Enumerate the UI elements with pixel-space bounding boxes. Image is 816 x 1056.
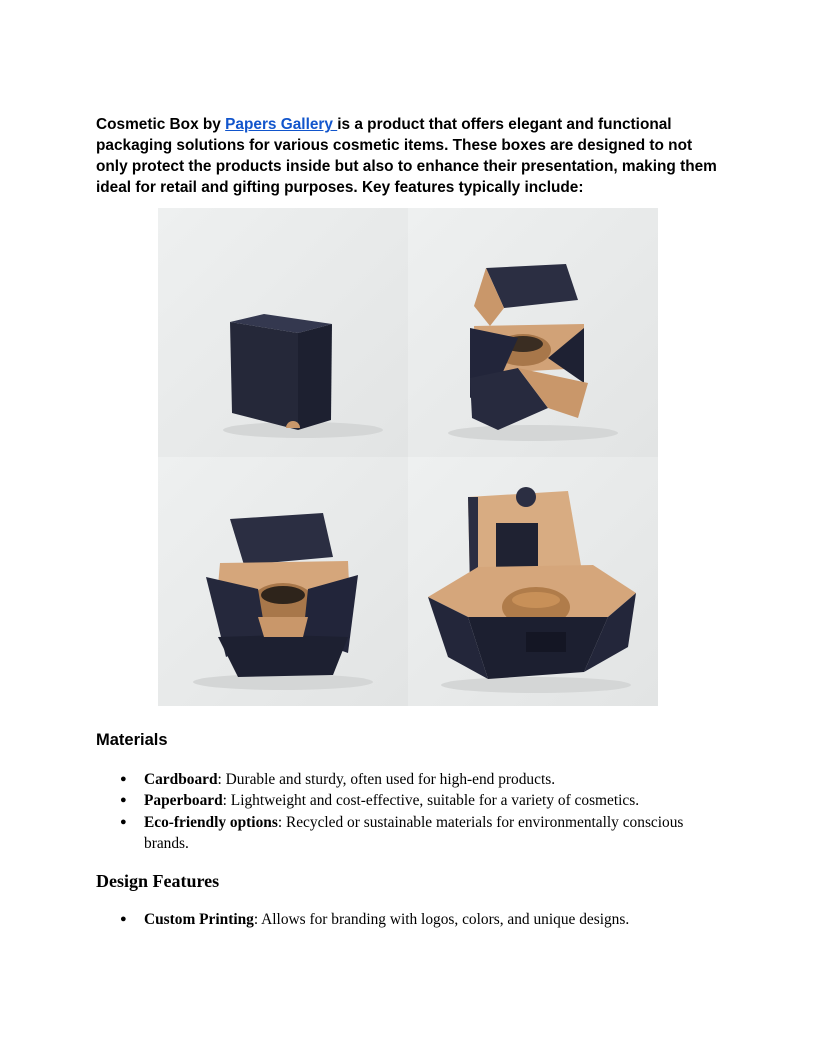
list-item-desc: : Recycled or sustainable materials for environmentally conscious brands. [144,813,684,852]
list-item-term: Eco-friendly options [144,813,278,831]
fully-open-box-photo [408,457,658,706]
list-item [120,812,720,855]
design-features-list [120,909,720,930]
list-item-term: Custom Printing [144,911,254,928]
list-item-term: Cardboard [144,771,218,788]
bullet-icon: ● [120,913,127,925]
list-item [120,909,720,930]
list-item-desc: : Durable and sturdy, often used for high-end products. [217,771,556,788]
closed-box-photo [158,208,408,457]
intro-paragraph [96,114,726,198]
design-features-heading: Design Features [96,871,220,891]
list-item-term: Paperboard [144,792,223,810]
list-item-desc: : Allows for branding with logos, colors, and unique designs. [253,911,630,928]
intro-suffix: is a product that offers elegant and functional packaging solutions for various cosmetic items. These boxes are designed to not only protect the products inside but also to enhance their presentation, making them ideal for retail and gifting purposes. Key features typically include: [96,116,717,196]
papers-gallery-link[interactable]: Papers Gallery [225,116,338,133]
intro-prefix: Cosmetic Box by [96,116,226,133]
cosmetic-box-photo-grid [158,208,658,706]
bullet-icon: ● [120,815,127,828]
materials-heading: Materials [96,731,168,749]
bullet-icon: ● [120,773,127,785]
opening-box-photo [158,457,408,706]
bullet-icon: ● [120,794,127,807]
half-open-box-photo [408,208,658,457]
list-item-desc: : Lightweight and cost-effective, suitable for a variety of cosmetics. [222,792,640,810]
materials-list [120,769,720,854]
list-item [120,790,720,811]
list-item [120,769,720,790]
